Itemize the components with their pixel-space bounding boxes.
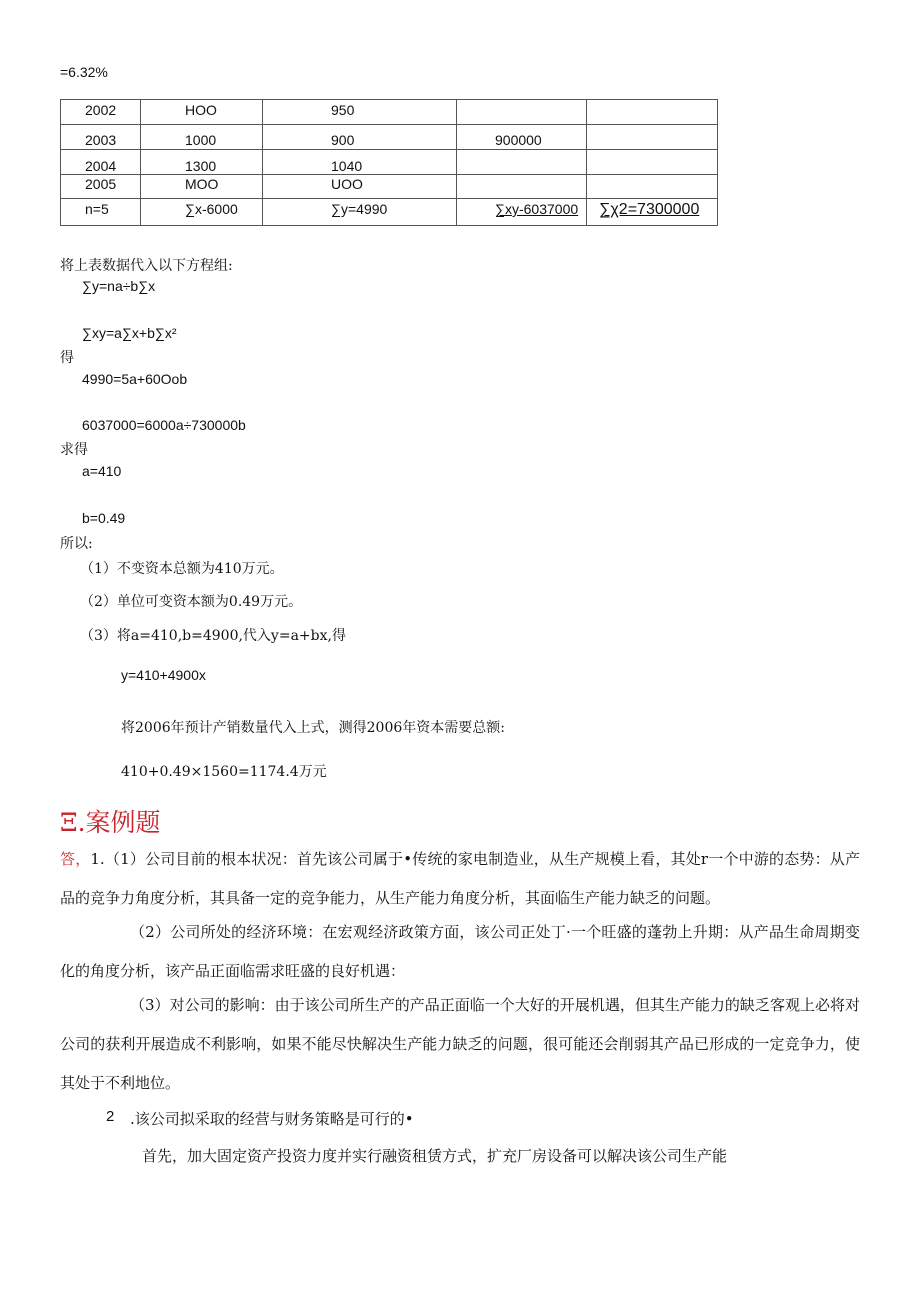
table-cell: 2004 — [85, 158, 117, 174]
intro-line: 将上表数据代入以下方程组: — [60, 258, 233, 274]
table-cell: 1000 — [185, 132, 217, 148]
data-table — [60, 99, 718, 226]
section-heading: Ξ.案例题 — [60, 808, 161, 837]
table-cell: 2005 — [85, 176, 117, 192]
answer-text-1: 1.（1）公司目前的根本状况：首先该公司属于•传统的家电制造业，从生产规模上看，其处r一个中游的态势：从产品的竞争力角度分析，其具备一定的竞争能力，从生产能力角度分析，其面临生产能力缺乏的问题。 — [60, 850, 860, 907]
qiude-label: 求得 — [60, 442, 88, 458]
equation-1: ∑y=na÷b∑x — [82, 278, 156, 294]
suoyi-label: 所以: — [60, 536, 93, 552]
answer-paragraph-1 — [60, 840, 860, 918]
de-label: 得 — [60, 350, 74, 366]
table-cell: 950 — [331, 102, 355, 118]
answer-label: 答， — [60, 850, 91, 868]
table-cell: 1040 — [331, 158, 363, 174]
question-2-text: .该公司拟采取的经营与财务策略是可行的• — [130, 1110, 414, 1128]
table-cell: 1300 — [185, 158, 217, 174]
total-result: 410+0.49×1560=1174.4万元 — [121, 764, 327, 780]
question-2-number: 2 — [106, 1108, 115, 1125]
regression-formula: y=410+4900x — [121, 667, 206, 683]
answer-paragraph-3: （3）对公司的影响：由于该公司所生产的产品正面临一个大好的开展机遇，但其生产能力的缺乏客观上必将对公司的获利开展造成不利影响，如果不能尽快解决生产能力缺乏的问题，很可能还会削弱其产品已形成的一定竞争力，使其处于不利地位。 — [60, 996, 860, 1092]
answer-paragraph-2: （2）公司所处的经济环境：在宏观经济政策方面，该公司正处丁·一个旺盛的蓬勃上升期：从产品生命周期变化的角度分析，该产品正面临需求旺盛的良好机遇： — [60, 923, 860, 980]
conclusion-2: （2）单位可变资本额为0.49万元。 — [80, 594, 303, 610]
equation-2: ∑xy=a∑x+b∑x² — [82, 325, 177, 341]
table-row — [61, 100, 718, 125]
table-cell: MOO — [185, 176, 219, 192]
substituted-eq-2: 6037000=6000a÷730000b — [82, 417, 246, 433]
table-cell: UOO — [331, 176, 363, 192]
table-cell: ∑xy-6037000 — [495, 201, 579, 217]
substitute-line: 将2006年预计产销数量代入上式，测得2006年资本需要总额: — [121, 720, 505, 736]
table-row — [61, 125, 718, 150]
table-cell: HOO — [185, 102, 217, 118]
table-cell: 2003 — [85, 132, 117, 148]
table-cell: ∑χ2=7300000 — [599, 201, 700, 218]
table-cell: ∑y=4990 — [331, 201, 388, 217]
solution-b: b=0.49 — [82, 510, 126, 526]
table-cell: 900000 — [495, 132, 542, 148]
substituted-eq-1: 4990=5a+60Oob — [82, 371, 188, 387]
table-cell: n=5 — [85, 201, 109, 217]
table-cell: 900 — [331, 132, 355, 148]
table-cell: ∑x-6000 — [185, 201, 238, 217]
conclusion-1: （1）不变资本总额为410万元。 — [80, 561, 284, 577]
solution-a: a=410 — [82, 463, 122, 479]
table-row — [61, 150, 718, 175]
conclusion-3: （3）将a=410,b=4900,代入y=a+bx,得 — [80, 628, 346, 644]
table-row-total — [61, 199, 718, 226]
table-cell: 2002 — [85, 102, 117, 118]
table-row — [61, 175, 718, 199]
question-2-paragraph: 首先，加大固定资产投资力度并实行融资租赁方式，扩充厂房设备可以解决该公司生产能 — [142, 1147, 728, 1165]
previous-result: =6.32% — [60, 64, 108, 80]
